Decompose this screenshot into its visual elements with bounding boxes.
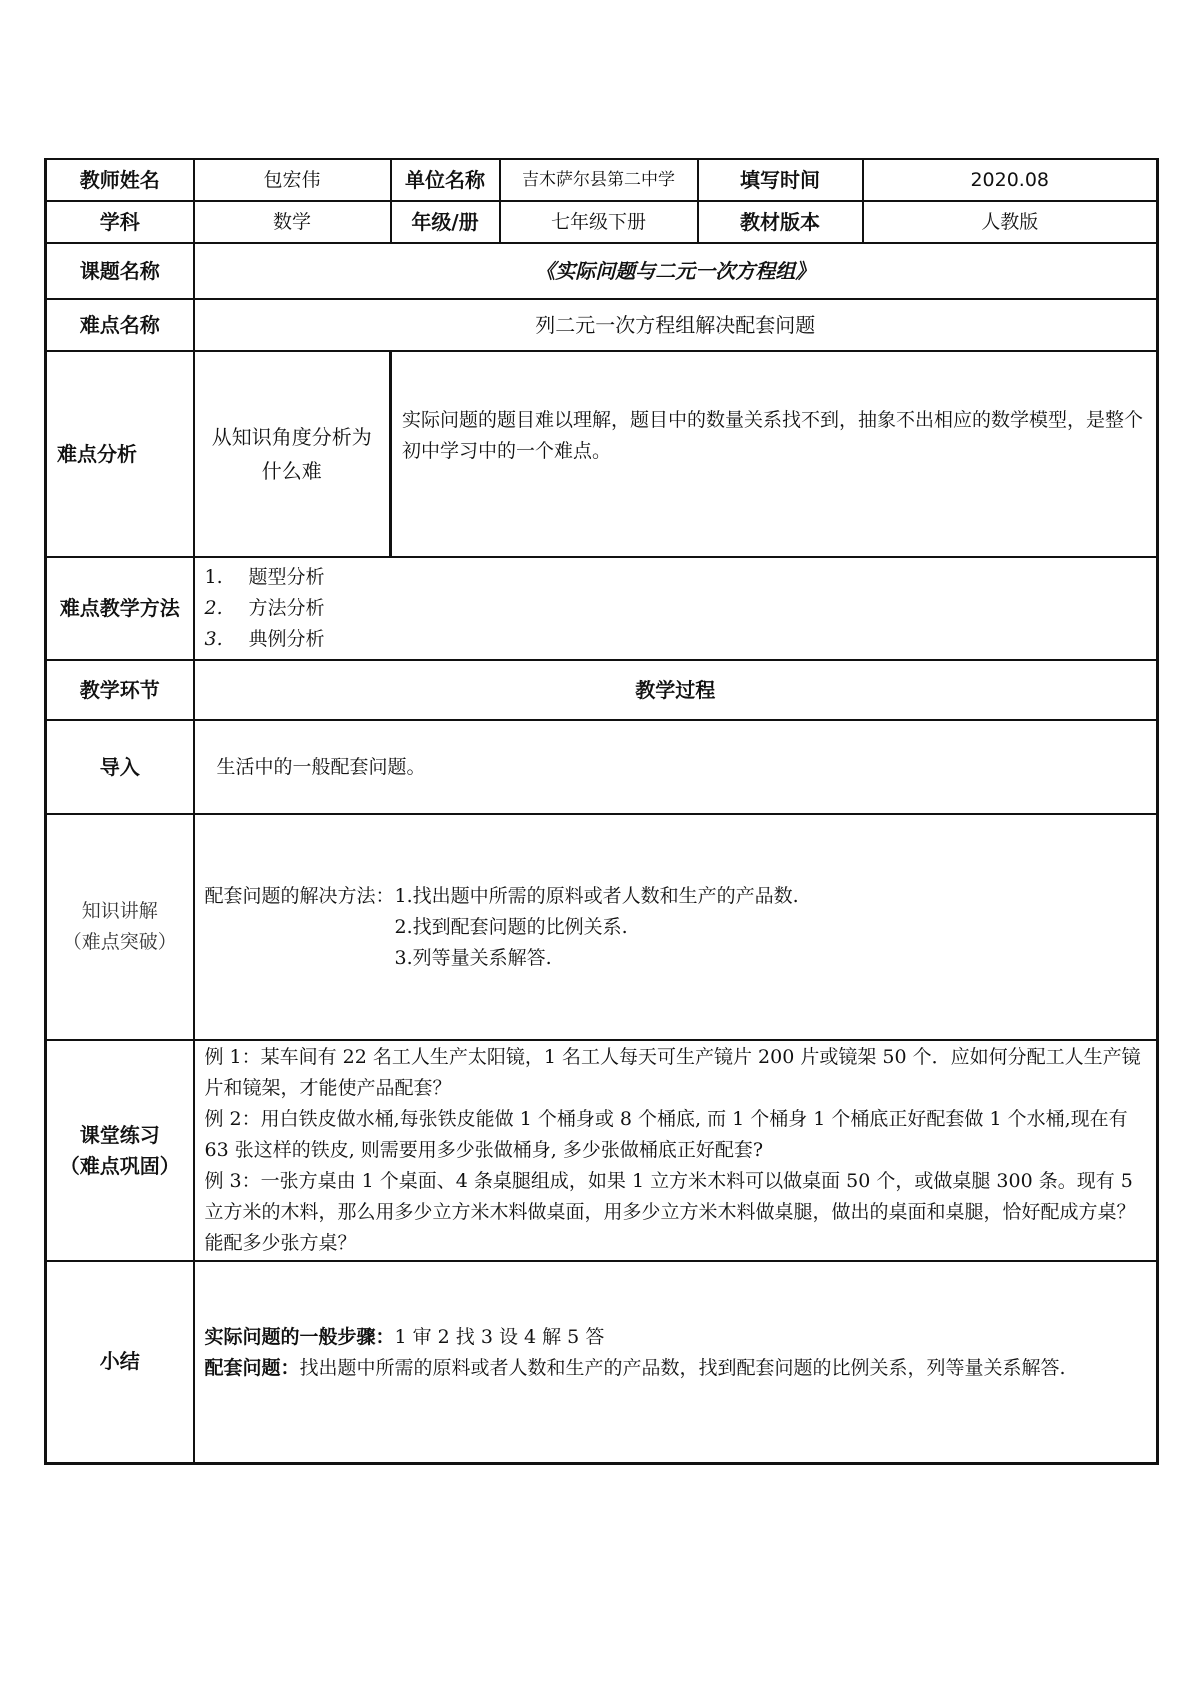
knowledge-body bbox=[205, 881, 1147, 974]
topic-row bbox=[46, 243, 1158, 299]
methods-list bbox=[205, 562, 1147, 655]
practice-label bbox=[46, 1040, 194, 1261]
difficulty-label: 难点名称 bbox=[46, 299, 194, 351]
edition-label: 教材版本 bbox=[698, 201, 863, 243]
methods-list-cell bbox=[194, 557, 1158, 660]
subject-value: 数学 bbox=[194, 201, 391, 243]
list-item bbox=[205, 624, 1147, 655]
practice-label-line1: 课堂练习 bbox=[79, 1122, 160, 1147]
method-number: 1. bbox=[204, 566, 223, 588]
teacher-value: 包宏伟 bbox=[194, 159, 391, 201]
analysis-label: 难点分析 bbox=[46, 351, 194, 557]
grade-label: 年级/册 bbox=[391, 201, 500, 243]
summary-line-2-text: 找出题中所需的原料或者人数和生产的产品数，找到配套问题的比例关系，列等量关系解答. bbox=[299, 1356, 1066, 1379]
methods-row bbox=[46, 557, 1158, 660]
unit-value: 吉木萨尔县第二中学 bbox=[500, 159, 698, 201]
summary-label: 小结 bbox=[46, 1261, 194, 1463]
method-number: 3. bbox=[204, 628, 223, 650]
practice-content bbox=[194, 1040, 1158, 1261]
grade-value: 七年级下册 bbox=[500, 201, 698, 243]
list-item bbox=[205, 593, 1147, 624]
summary-line-1 bbox=[205, 1322, 1147, 1353]
knowledge-label-line1: 知识讲解 bbox=[81, 900, 158, 922]
methods-label: 难点教学方法 bbox=[46, 557, 194, 660]
fill-time-value: 2020.08 bbox=[863, 159, 1158, 201]
lesson-plan-table bbox=[44, 158, 1159, 1465]
practice-example-1: 例 1：某车间有 22 名工人生产太阳镜，1 名工人每天可生产镜片 200 片或镜架 50 个．应如何分配工人生产镜片和镜架，才能使产品配套？ bbox=[204, 1046, 1141, 1099]
analysis-text: 实际问题的题目难以理解，题目中的数量关系找不到，抽象不出相应的数学模型，是整个初中学习中的一个难点。 bbox=[391, 351, 1158, 557]
practice-example-3: 例 3：一张方桌由 1 个桌面、4 条桌腿组成，如果 1 立方米木料可以做桌面 50 个，或做桌腿 300 条。现有 5 立方米的木料，那么用多少立方米木料做桌面，用多少立方米木料做桌腿，做出的桌面和桌腿，恰好配成方桌？能配多少张方桌？ bbox=[204, 1170, 1136, 1254]
fill-time-label: 填写时间 bbox=[698, 159, 863, 201]
summary-row bbox=[46, 1261, 1158, 1463]
method-text: 典例分析 bbox=[248, 628, 325, 650]
header-row-1 bbox=[46, 159, 1158, 201]
knowledge-step: 2.找到配套问题的比例关系. bbox=[394, 915, 628, 938]
process-heading: 教学过程 bbox=[194, 660, 1158, 720]
knowledge-content bbox=[194, 814, 1158, 1040]
teacher-label: 教师姓名 bbox=[46, 159, 194, 201]
difficulty-row bbox=[46, 299, 1158, 351]
list-item bbox=[205, 562, 1147, 593]
edition-value: 人教版 bbox=[863, 201, 1158, 243]
summary-line-1-text: 1 审 2 找 3 设 4 解 5 答 bbox=[394, 1325, 605, 1348]
knowledge-lead: 配套问题的解决方法： bbox=[204, 884, 395, 907]
knowledge-step: 3.列等量关系解答. bbox=[394, 946, 552, 969]
process-row bbox=[46, 660, 1158, 720]
topic-label: 课题名称 bbox=[46, 243, 194, 299]
method-number: 2. bbox=[204, 597, 223, 619]
intro-text: 生活中的一般配套问题。 bbox=[194, 720, 1158, 814]
intro-row bbox=[46, 720, 1158, 814]
analysis-row bbox=[46, 351, 1158, 557]
summary-line-2-heading: 配套问题： bbox=[204, 1356, 300, 1379]
difficulty-value: 列二元一次方程组解决配套问题 bbox=[194, 299, 1158, 351]
summary-content bbox=[194, 1261, 1158, 1463]
unit-label: 单位名称 bbox=[391, 159, 500, 201]
method-text: 方法分析 bbox=[248, 597, 325, 619]
knowledge-row bbox=[46, 814, 1158, 1040]
knowledge-steps bbox=[395, 881, 799, 974]
method-text: 题型分析 bbox=[248, 566, 325, 588]
summary-line-2 bbox=[205, 1353, 1147, 1384]
practice-row bbox=[46, 1040, 1158, 1261]
knowledge-step: 1.找出题中所需的原料或者人数和生产的产品数. bbox=[394, 884, 799, 907]
practice-example-2: 例 2：用白铁皮做水桶,每张铁皮能做 1 个桶身或 8 个桶底, 而 1 个桶身 1 个桶底正好配套做 1 个水桶,现在有 63 张这样的铁皮, 则需要用多少张做桶身, 多少张做桶底正好配套? bbox=[204, 1108, 1128, 1161]
knowledge-label-line2: （难点突破） bbox=[62, 931, 177, 953]
intro-label: 导入 bbox=[46, 720, 194, 814]
subject-label: 学科 bbox=[46, 201, 194, 243]
summary-line-1-heading: 实际问题的一般步骤： bbox=[204, 1325, 395, 1348]
lesson-plan-sheet bbox=[44, 158, 1156, 1465]
process-label: 教学环节 bbox=[46, 660, 194, 720]
knowledge-label bbox=[46, 814, 194, 1040]
analysis-sub-label: 从知识角度分析为什么难 bbox=[194, 351, 391, 557]
practice-label-line2: （难点巩固） bbox=[59, 1153, 180, 1178]
topic-value: 《实际问题与二元一次方程组》 bbox=[194, 243, 1158, 299]
header-row-2 bbox=[46, 201, 1158, 243]
